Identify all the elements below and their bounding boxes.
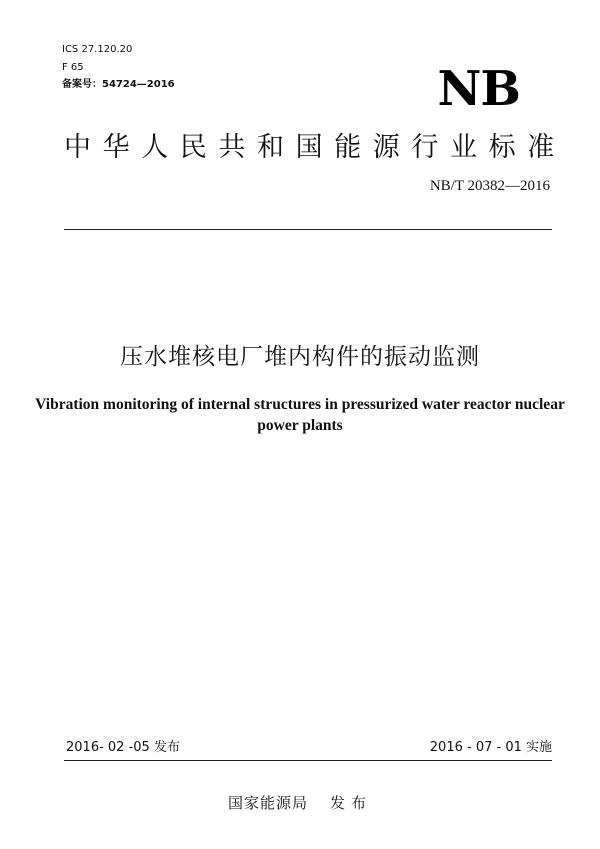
- publisher-action: 发布: [330, 794, 373, 812]
- top-divider: [64, 229, 552, 230]
- document-title-chinese: 压水堆核电厂堆内构件的振动监测: [120, 344, 480, 370]
- standard-category-title: 中华人民共和国能源行业标准: [64, 132, 566, 163]
- ccs-code: F 65: [62, 62, 84, 73]
- ics-code: ICS 27.120.20: [62, 44, 133, 55]
- publisher-line: [0, 793, 600, 813]
- issue-date: 2016- 02 -05 发布: [66, 740, 180, 755]
- implementation-date: 2016 - 07 - 01 实施: [429, 740, 552, 755]
- document-title-english: Vibration monitoring of internal structures in pressurized water reactor nuclear power plants: [35, 396, 565, 434]
- standard-number: NB/T 20382—2016: [429, 178, 550, 194]
- bottom-divider: [64, 760, 552, 761]
- nb-logo: NB: [437, 61, 520, 117]
- filing-number: 备案号：54724—2016: [62, 79, 175, 90]
- publisher-name: 国家能源局: [227, 794, 308, 812]
